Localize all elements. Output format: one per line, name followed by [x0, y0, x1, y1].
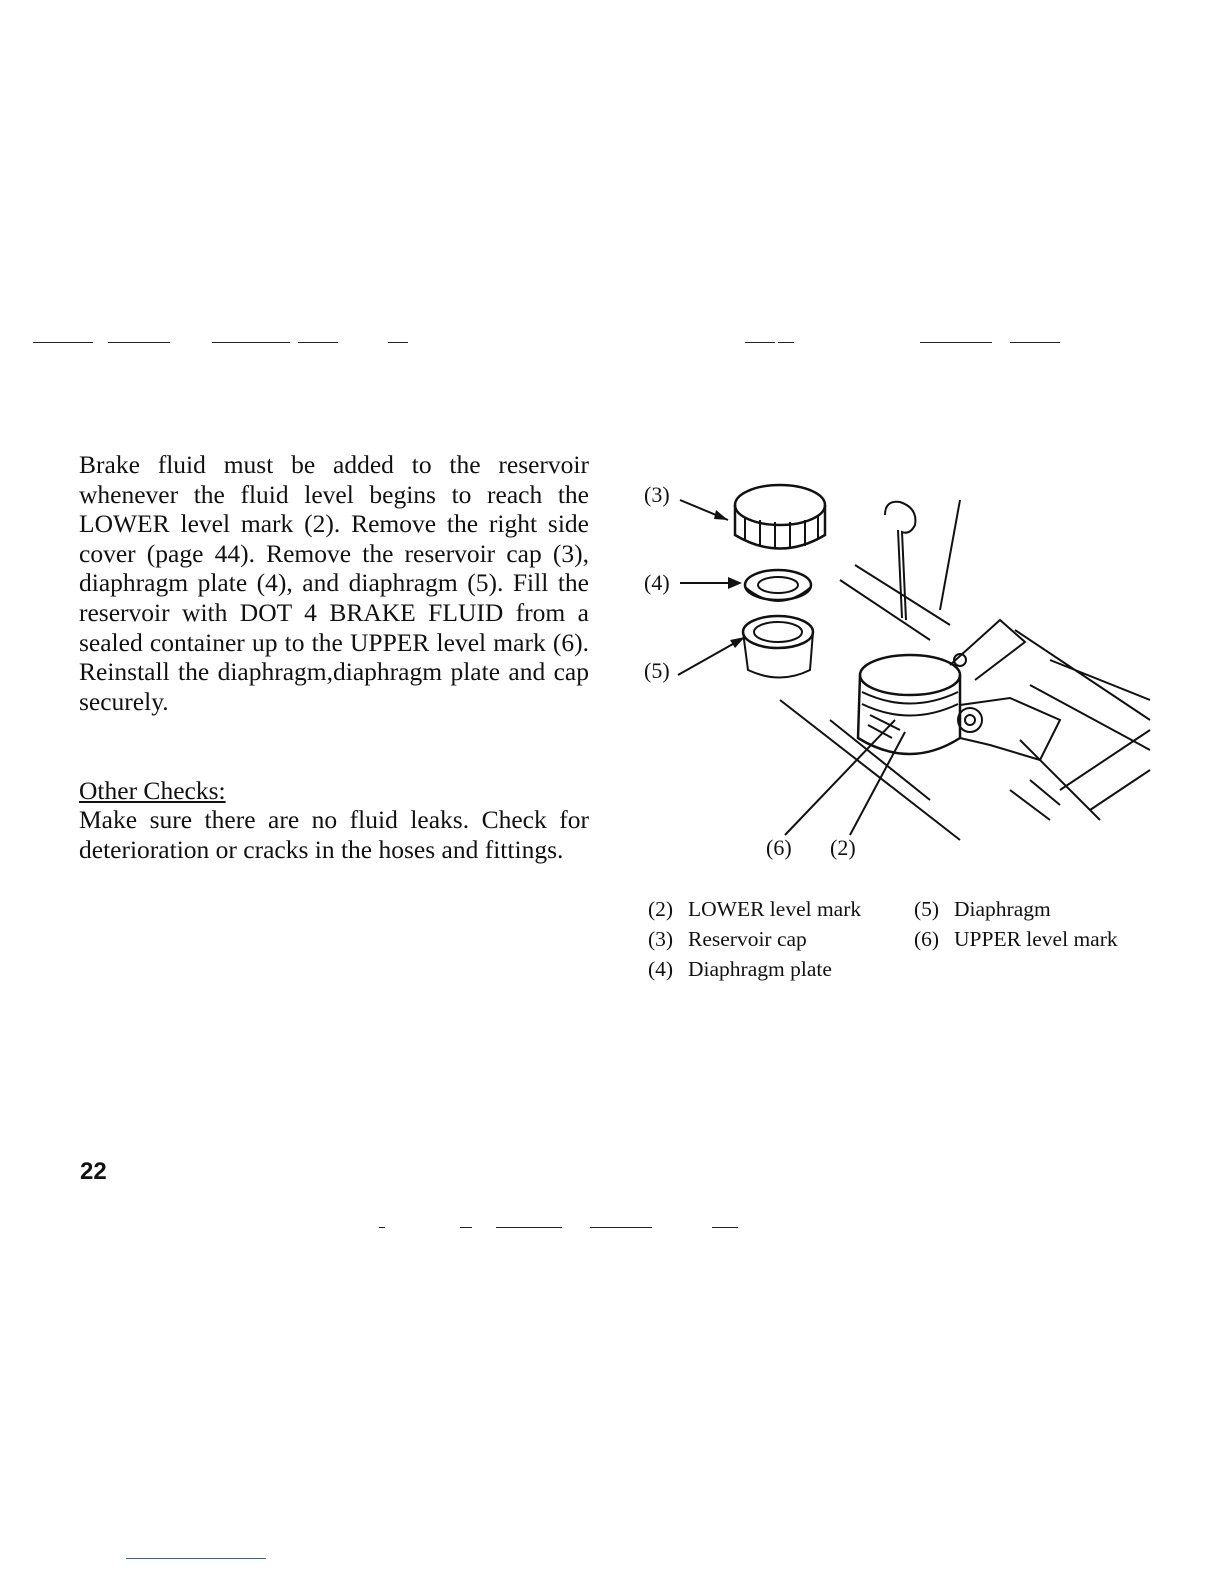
legend-label: UPPER level mark [954, 927, 1118, 951]
header-rule-1 [33, 342, 93, 343]
legend-num: (5) [914, 897, 940, 921]
instruction-text [79, 450, 589, 716]
header-rule-9 [1010, 342, 1060, 343]
callout-3: (3) [644, 482, 670, 507]
legend-item [914, 925, 1118, 955]
header-rule-7 [778, 342, 794, 343]
callout-5: (5) [644, 658, 670, 683]
header-rule-5 [388, 342, 408, 343]
footer-rule-2 [460, 1227, 472, 1228]
reservoir-illustration [630, 470, 1160, 870]
legend-item [648, 895, 861, 925]
bottom-blue-rule [126, 1558, 266, 1559]
callout-2: (2) [830, 835, 856, 860]
other-checks-heading: Other Checks: [79, 776, 226, 805]
header-rule-4 [298, 342, 338, 343]
legend-num: (6) [914, 927, 940, 951]
footer-rule-5 [712, 1227, 738, 1228]
footer-rule-1 [379, 1227, 385, 1228]
header-rule-2 [108, 342, 170, 343]
page-number: 22 [80, 1158, 107, 1185]
legend-label: Diaphragm plate [688, 957, 832, 981]
header-rule-8 [920, 342, 992, 343]
callout-4: (4) [644, 570, 670, 595]
other-checks-text: Make sure there are no fluid leaks. Check for deterioration or cracks in the hoses and fittings. [79, 805, 589, 864]
reservoir-drawing [630, 470, 1160, 870]
header-rule-6 [745, 342, 775, 343]
footer-rule-4 [590, 1227, 652, 1228]
legend-item [914, 895, 1051, 925]
legend-num: (3) [648, 927, 674, 951]
legend-num: (2) [648, 897, 674, 921]
legend-num: (4) [648, 957, 674, 981]
legend-item [648, 955, 832, 985]
legend-label: Reservoir cap [688, 927, 807, 951]
legend-item [648, 925, 807, 955]
legend-label: Diaphragm [954, 897, 1051, 921]
header-rule-3 [212, 342, 290, 343]
callout-6: (6) [766, 835, 792, 860]
brake-fluid-paragraph: Brake fluid must be added to the reservoir whenever the fluid level begins to reach the LOWER level mark (2). Remove the right side cover (page 44). Remove the reservoir cap (3), diaphragm plate (4), and diaphragm (5). Fill the reservoir with DOT 4 BRAKE FLUID from a sealed container up to the UPPER level mark (6). Reinstall the diaphragm,diaphragm plate and cap securely. [79, 450, 589, 716]
footer-rule-3 [496, 1227, 562, 1228]
legend-label: LOWER level mark [688, 897, 862, 921]
